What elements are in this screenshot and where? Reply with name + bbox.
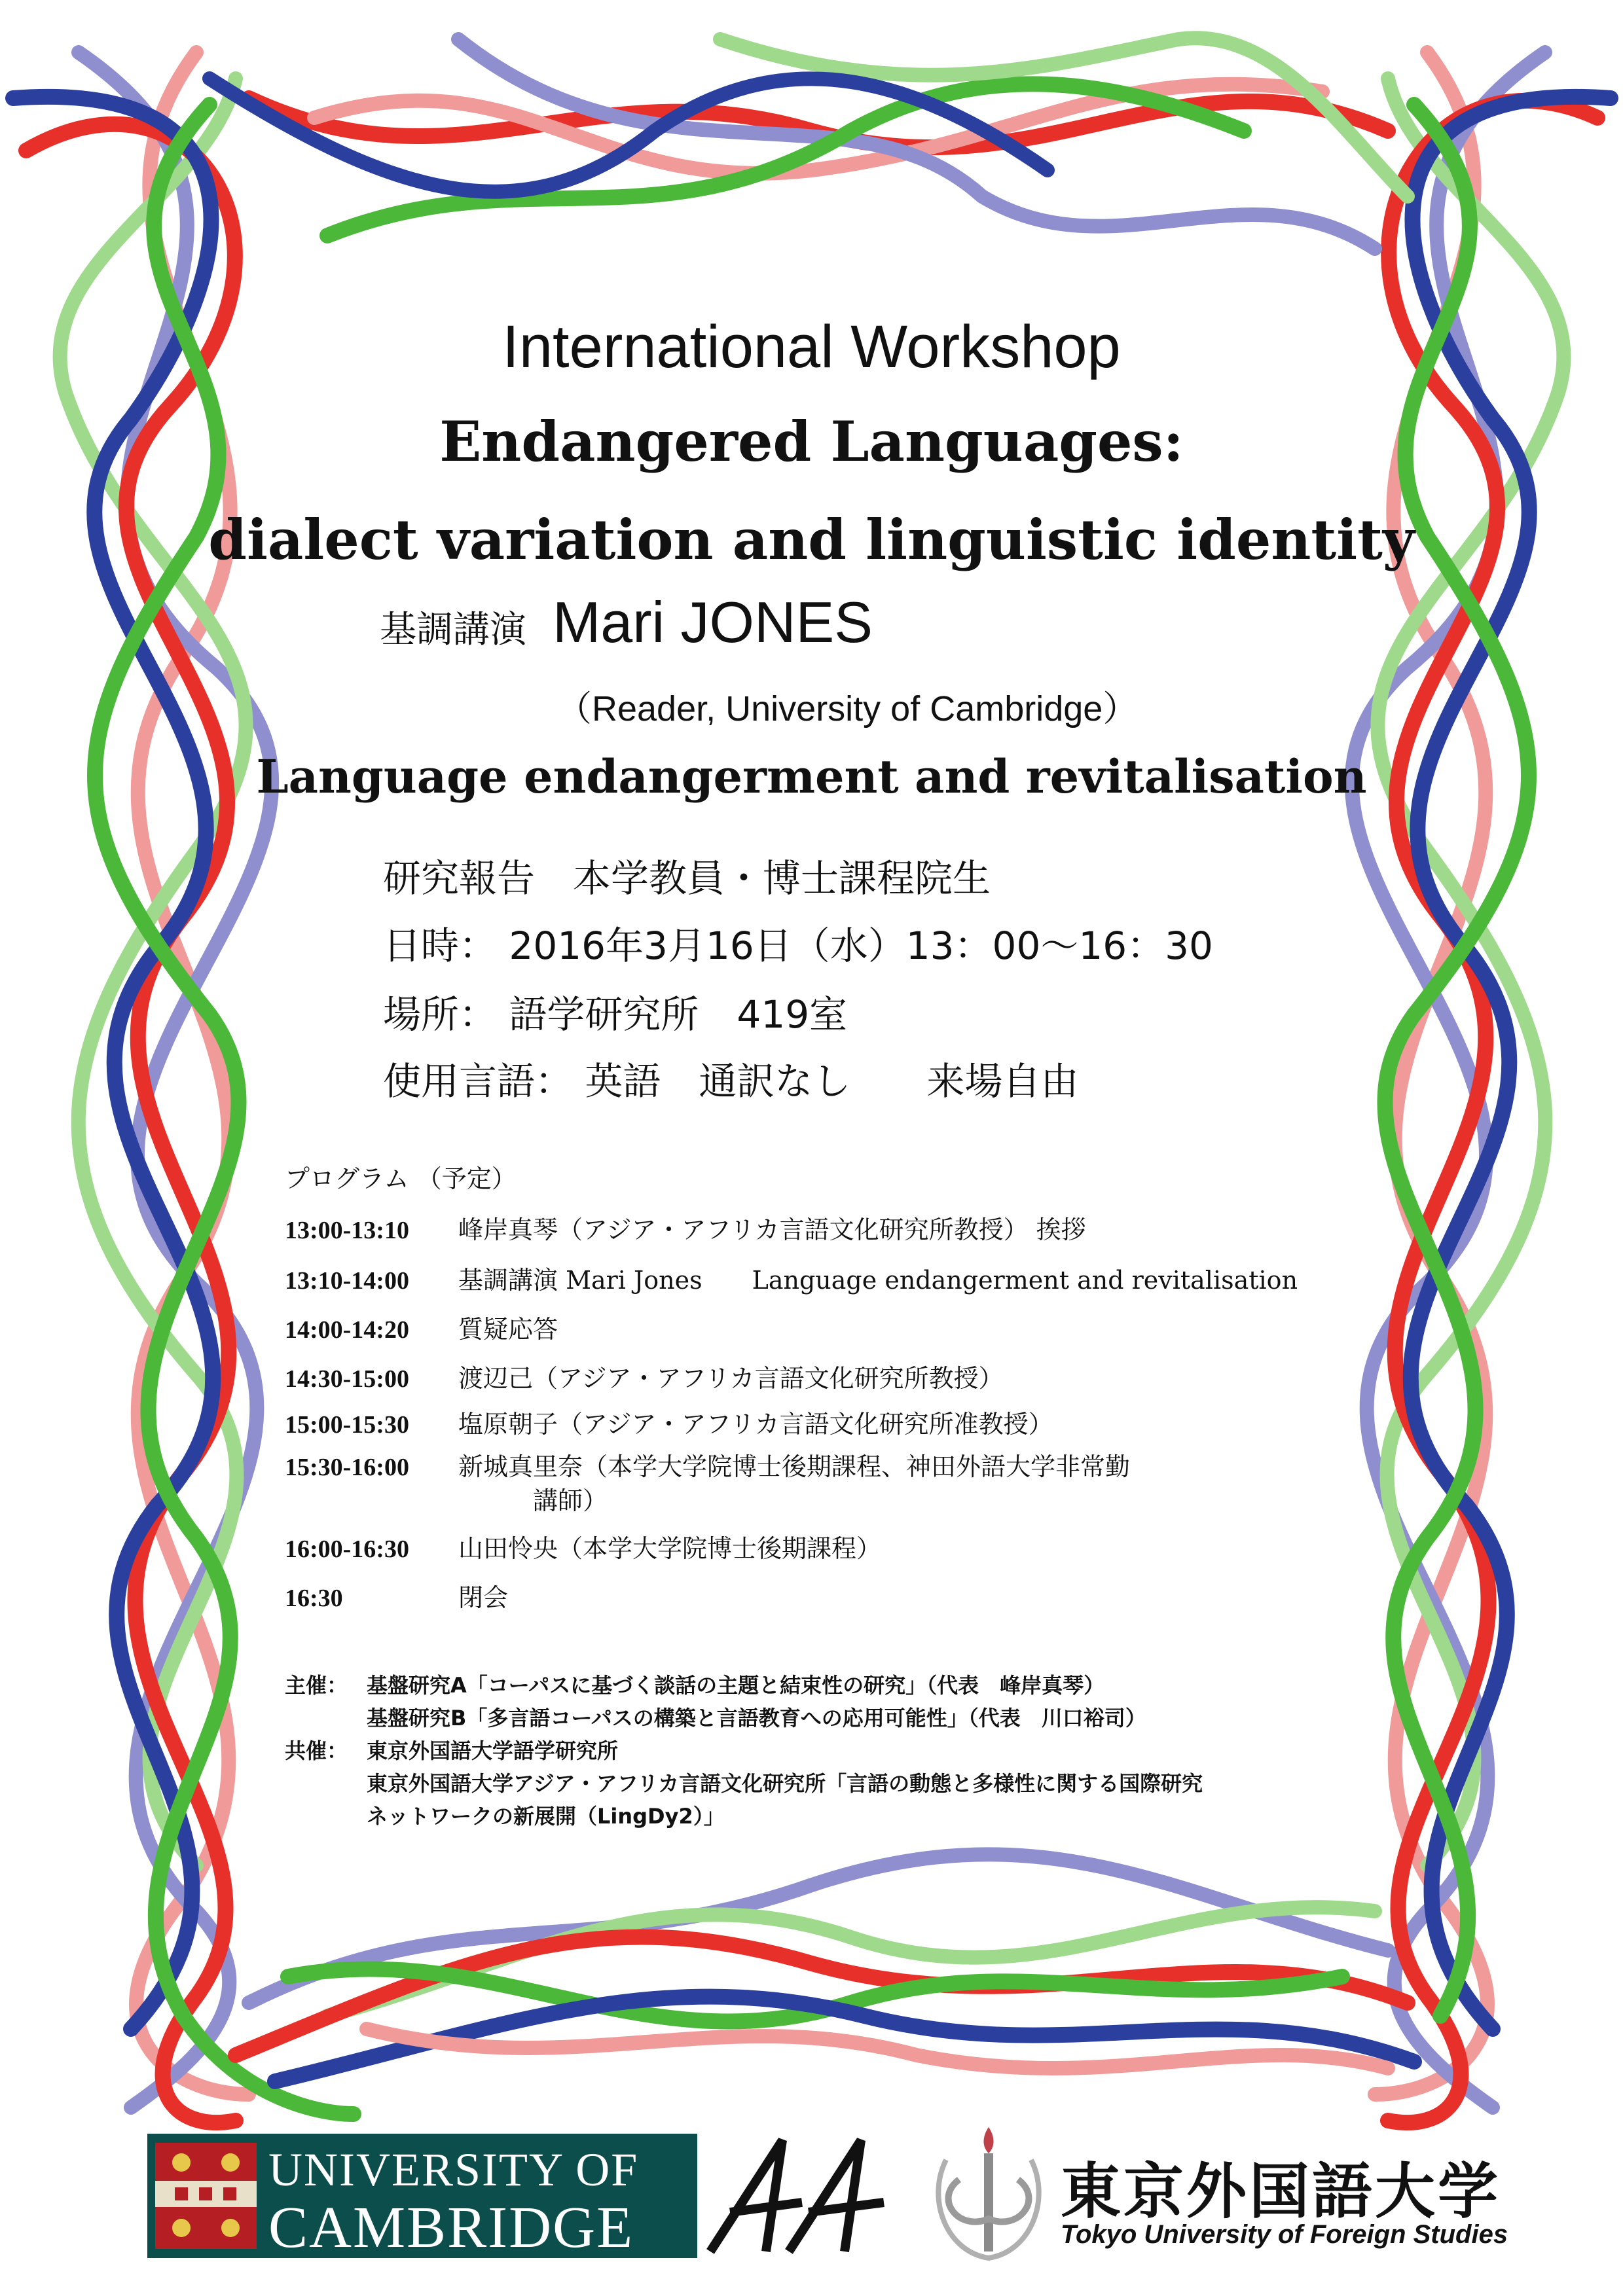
program-time: 16:30 bbox=[285, 1585, 343, 1612]
program-row bbox=[285, 1358, 1004, 1394]
program-text: 質疑応答 bbox=[458, 1315, 558, 1344]
program-row bbox=[285, 1210, 1086, 1246]
program-text: 峰岸真琴（アジア・アフリカ言語文化研究所教授） 挨拶 bbox=[458, 1215, 1086, 1244]
research-reports: 研究報告 本学教員・博士課程院生 bbox=[383, 856, 991, 901]
event-datetime: 日時： 2016年3月16日（水）13：00～16：30 bbox=[383, 924, 1213, 968]
cambridge-line-2: CAMBRIDGE bbox=[268, 2195, 634, 2260]
event-venue: 場所： 語学研究所 419室 bbox=[383, 992, 848, 1037]
cohost-2: 東京外国語大学アジア・アフリカ言語文化研究所「言語の動態と多様性に関する国際研究 bbox=[367, 1771, 1203, 1796]
aa-logo bbox=[704, 2134, 887, 2258]
program-time: 13:10-14:00 bbox=[285, 1267, 409, 1295]
program-row-continuation bbox=[285, 1480, 608, 1516]
title-line-2: dialect variation and linguistic identity bbox=[208, 507, 1415, 572]
cohost-line-3 bbox=[285, 1800, 725, 1830]
title-line-1: Endangered Languages: bbox=[439, 409, 1184, 474]
program-heading: プログラム （予定） bbox=[285, 1164, 517, 1193]
program-time: 15:30-16:00 bbox=[285, 1454, 409, 1481]
program-row bbox=[285, 1404, 1053, 1440]
keynote-speaker-line bbox=[380, 589, 873, 656]
program-row bbox=[285, 1260, 1298, 1296]
program-text: 基調講演 Mari Jones Language endangerment and revitalisation bbox=[458, 1266, 1298, 1295]
program-row bbox=[285, 1446, 1130, 1482]
tufs-emblem-icon bbox=[920, 2121, 1057, 2268]
tufs-name-english: Tokyo University of Foreign Studies bbox=[1061, 2220, 1508, 2249]
program-row bbox=[285, 1309, 558, 1345]
cohost-1: 東京外国語大学語学研究所 bbox=[367, 1738, 619, 1763]
program-text: 塩原朝子（アジア・アフリカ言語文化研究所准教授） bbox=[458, 1410, 1053, 1439]
logo-bar bbox=[0, 2121, 1623, 2271]
program-time: 15:00-15:30 bbox=[285, 1411, 409, 1439]
cohost-3: ネットワークの新展開（LingDy2）」 bbox=[367, 1804, 725, 1829]
cambridge-line-1: UNIVERSITY OF bbox=[268, 2144, 639, 2196]
program-text: 渡辺己（アジア・アフリカ言語文化研究所教授） bbox=[458, 1364, 1004, 1393]
program-time: 14:00-14:20 bbox=[285, 1316, 409, 1344]
keynote-label: 基調講演 bbox=[380, 609, 526, 651]
host-line-1 bbox=[285, 1669, 1104, 1699]
program-row bbox=[285, 1577, 508, 1613]
program-time: 14:30-15:00 bbox=[285, 1365, 409, 1393]
program-row bbox=[285, 1528, 881, 1564]
host-label: 主催： bbox=[285, 1673, 348, 1698]
program-text: 新城真里奈（本学大学院博士後期課程、神田外語大学非常勤 bbox=[458, 1452, 1131, 1481]
cohost-line-1 bbox=[285, 1734, 618, 1765]
cambridge-logo bbox=[147, 2134, 697, 2258]
keynote-talk-title: Language endangerment and revitalisation bbox=[256, 749, 1367, 804]
event-type: International Workshop bbox=[502, 314, 1121, 380]
host-project-a: 基盤研究A「コーパスに基づく談話の主題と結束性の研究」（代表 峰岸真琴） bbox=[367, 1673, 1105, 1698]
cohost-label: 共催： bbox=[285, 1738, 348, 1763]
keynote-speaker-name: Mari JONES bbox=[553, 590, 873, 655]
tufs-name-japanese: 東京外国語大学 bbox=[1061, 2157, 1501, 2227]
program-time: 16:00-16:30 bbox=[285, 1535, 409, 1563]
program-text: 山田怜央（本学大学院博士後期課程） bbox=[458, 1534, 882, 1563]
speaker-affiliation: （Reader, University of Cambridge） bbox=[556, 689, 1139, 728]
program-time: 13:00-13:10 bbox=[285, 1217, 409, 1244]
cohost-line-2 bbox=[285, 1767, 1203, 1797]
host-project-b: 基盤研究B「多言語コーパスの構築と言語教育への応用可能性」（代表 川口裕司） bbox=[367, 1706, 1146, 1731]
cambridge-shield-icon bbox=[155, 2143, 257, 2249]
event-language: 使用言語： 英語 通訳なし 来場自由 bbox=[383, 1059, 1079, 1103]
program-text: 閉会 bbox=[458, 1583, 509, 1612]
host-line-2 bbox=[285, 1702, 1146, 1732]
program-text: 講師） bbox=[458, 1486, 608, 1515]
